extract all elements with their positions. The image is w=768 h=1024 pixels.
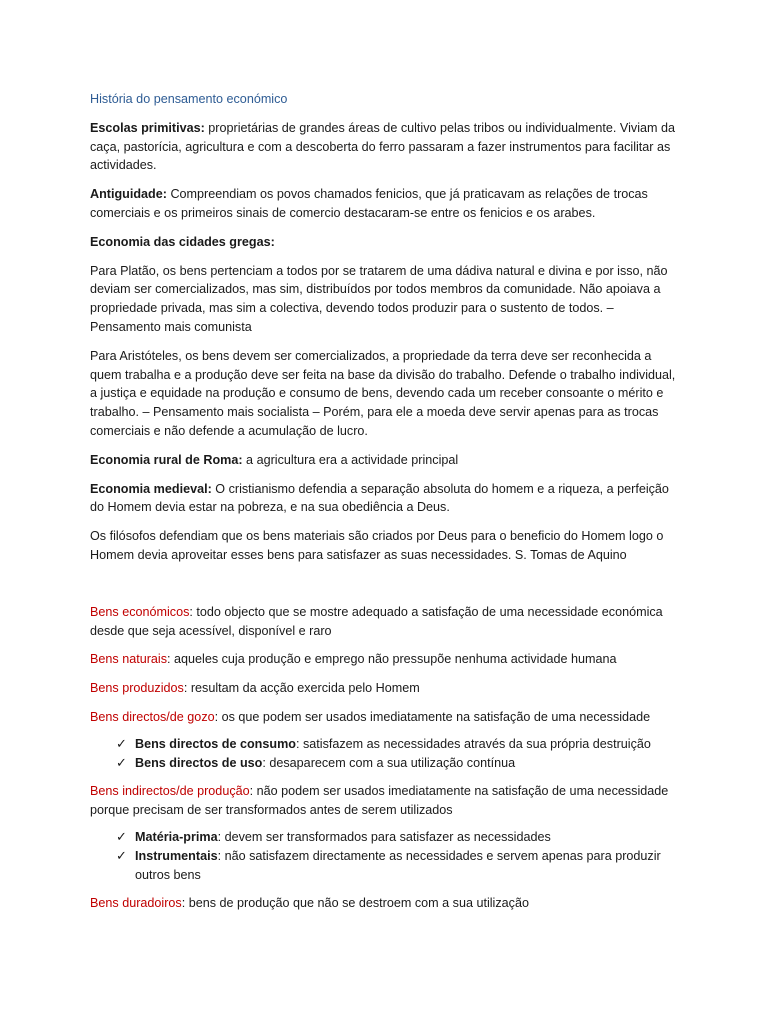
paragraph-bens-economicos: Bens económicos: todo objecto que se mostre adequado a satisfação de uma necessidade económica desde que seja acessível, disponível e raro	[90, 604, 663, 638]
paragraph-escolas-primitivas: Escolas primitivas: proprietárias de grandes áreas de cultivo pelas tribos ou individualmente. Viviam da caça, pastorícia, agricultura e com a descoberta do ferro passaram a fazer instrumentos para facilitar as actividades.	[90, 120, 675, 173]
paragraph-aristoteles: Para Aristóteles, os bens devem ser comercializados, a propriedade da terra deve ser reconhecida a quem trabalha e a produção deve ser feita na base da divisão do trabalho. Defende o trabalho individual, a justiça e equidade na produção e consumo de bens, devendo cada um receber consoante o mérito e trabalho. – Pensamento mais socialista – Porém, para ele a moeda deve servir apenas para as trocas comerciais e não defende a acumulação de lucro.	[90, 348, 676, 438]
paragraph-medieval: Economia medieval: O cristianismo defendia a separação absoluta do homem e a riqueza, a perfeição do Homem devia estar na pobreza, e na sua obediência a Deus.	[90, 481, 669, 515]
checkmark-icon: ✓	[116, 828, 127, 844]
paragraph-roma: Economia rural de Roma: a agricultura era a actividade principal	[90, 452, 459, 467]
spacer	[90, 575, 682, 603]
term-antiguidade: Antiguidade:	[90, 187, 167, 202]
term-escolas-primitivas: Escolas primitivas:	[90, 120, 205, 135]
term-bens-directos: Bens directos/de gozo	[90, 709, 215, 724]
term-bens-economicos: Bens económicos	[90, 604, 190, 619]
list-item: ✓ Bens directos de consumo: satisfazem as necessidades através da sua própria destruição	[135, 735, 682, 754]
paragraph-bens-directos: Bens directos/de gozo: os que podem ser usados imediatamente na satisfação de uma necessidade	[90, 709, 651, 724]
heading-cidades-gregas: Economia das cidades gregas:	[90, 234, 275, 249]
paragraph-bens-duradoiros: Bens duradoiros: bens de produção que não se destroem com a sua utilização	[90, 896, 529, 911]
paragraph-platao: Para Platão, os bens pertenciam a todos por se tratarem de uma dádiva natural e divina e por isso, não deviam ser comercializados, mas sim, distribuídos por todos membros da comunidade. Não apoiava a propriedade privada, mas sim a colectiva, devendo todos produzir para o sustento de todos. – Pensamento mais comunista	[90, 263, 668, 334]
list-item: ✓ Matéria-prima: devem ser transformados para satisfazer as necessidades	[135, 828, 682, 847]
paragraph-bens-naturais: Bens naturais: aqueles cuja produção e emprego não pressupõe nenhuma actividade humana	[90, 652, 617, 667]
list-bens-directos	[90, 735, 682, 773]
term-roma: Economia rural de Roma:	[90, 452, 243, 467]
checkmark-icon: ✓	[116, 754, 127, 770]
list-item: ✓ Bens directos de uso: desaparecem com a sua utilização contínua	[135, 754, 682, 773]
paragraph-bens-produzidos: Bens produzidos: resultam da acção exercida pelo Homem	[90, 681, 420, 696]
term-bens-indirectos: Bens indirectos/de produção	[90, 784, 250, 799]
checkmark-icon: ✓	[116, 847, 127, 863]
document-page	[90, 90, 682, 923]
term-bens-naturais: Bens naturais	[90, 652, 168, 667]
checkmark-icon: ✓	[116, 735, 127, 751]
paragraph-bens-indirectos: Bens indirectos/de produção: não podem ser usados imediatamente na satisfação de uma necessidade porque precisam de ser transformados antes de serem utilizados	[90, 784, 669, 818]
term-bens-produzidos: Bens produzidos	[90, 681, 184, 696]
list-bens-indirectos	[90, 828, 682, 884]
list-item: ✓ Instrumentais: não satisfazem directamente as necessidades e servem apenas para produzir outros bens	[116, 847, 661, 882]
term-medieval: Economia medieval:	[90, 481, 212, 496]
term-bens-duradoiros: Bens duradoiros	[90, 896, 182, 911]
paragraph-antiguidade: Antiguidade: Compreendiam os povos chamados fenicios, que já praticavam as relações de trocas comerciais e os primeiros sinais de comercio destacaram-se entre os fenicios e os arabes.	[90, 187, 648, 220]
paragraph-filosofos: Os filósofos defendiam que os bens materiais são criados por Deus para o beneficio do Homem logo o Homem devia aproveitar esses bens para satisfazer as suas necessidades. S. Tomas de Aquino	[90, 529, 664, 562]
document-title: História do pensamento económico	[90, 92, 288, 106]
